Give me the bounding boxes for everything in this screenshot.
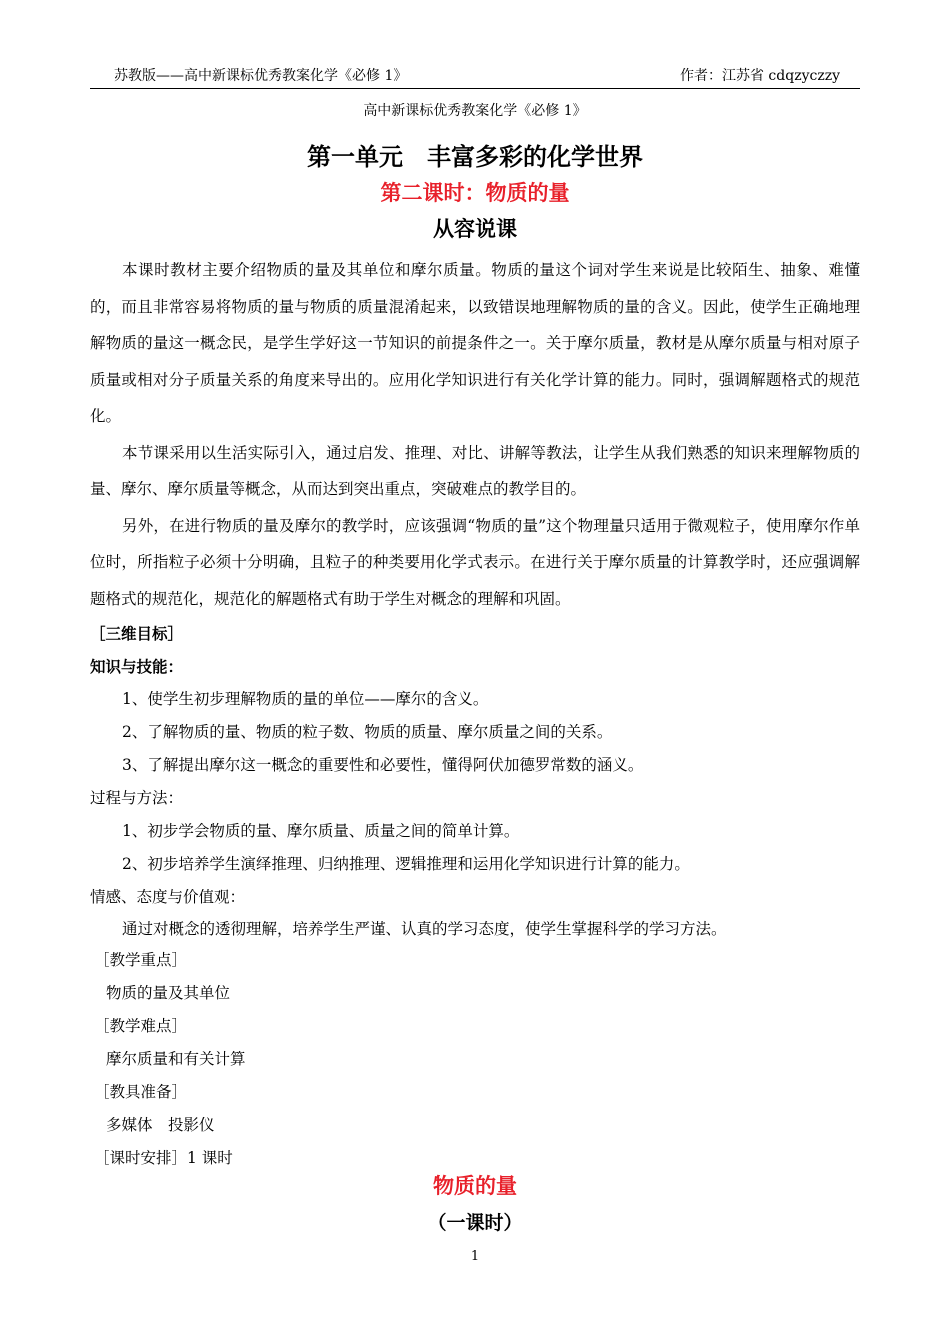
knowledge-item-1: 1、使学生初步理解物质的量的单位——摩尔的含义。 (122, 690, 489, 708)
document-body (90, 252, 860, 1175)
document-subtitle: 高中新课标优秀教案化学《必修 1》 (363, 103, 587, 119)
emotion-heading: 情感、态度与价值观： (90, 888, 246, 906)
tools-label: ［教具准备］ (94, 1083, 188, 1101)
difficulty-text: 摩尔质量和有关计算 (106, 1050, 246, 1068)
header-right-text: 作者：江苏省 cdqzyczzy (679, 68, 840, 84)
difficulty-label: ［教学难点］ (94, 1017, 188, 1035)
intro-paragraph-1: 本课时教材主要介绍物质的量及其单位和摩尔质量。物质的量这个词对学生来说是比较陌生、抽象、难懂的，而且非常容易将物质的量与物质的质量混淆起来，以致错误地理解物质的量的含义。因此，使学生正确地理解物质的量这一概念民，是学生学好这一节知识的前提条件之一。关于摩尔质量，教材是从摩尔质量与相对原子质量或相对分子质量关系的角度来导出的。应用化学知识进行有关化学计算的能力。同时，强调解题格式的规范化。 (90, 261, 860, 425)
final-subtitle: （一课时） (427, 1212, 523, 1234)
key-points-label: ［教学重点］ (94, 951, 188, 969)
key-points-text: 物质的量及其单位 (106, 984, 231, 1002)
lesson-title: 第二课时：物质的量 (380, 180, 570, 205)
final-title: 物质的量 (433, 1173, 517, 1198)
header-left-text: 苏教版——高中新课标优秀教案化学《必修 1》 (114, 68, 408, 84)
process-item-1: 1、初步学会物质的量、摩尔质量、质量之间的简单计算。 (122, 822, 520, 840)
page-header (90, 66, 860, 89)
process-heading: 过程与方法： (90, 789, 184, 807)
section-title: 从容说课 (433, 216, 517, 241)
knowledge-item-3: 3、了解提出摩尔这一概念的重要性和必要性，懂得阿伏加德罗常数的涵义。 (122, 756, 644, 774)
knowledge-heading: 知识与技能： (90, 657, 184, 676)
knowledge-item-2: 2、了解物质的量、物质的粒子数、物质的质量、摩尔质量之间的关系。 (122, 723, 613, 741)
tools-text: 多媒体 投影仪 (106, 1116, 215, 1134)
unit-title: 第一单元 丰富多彩的化学世界 (307, 142, 643, 171)
process-item-2: 2、初步培养学生演绎推理、归纳推理、逻辑推理和运用化学知识进行计算的能力。 (122, 855, 690, 873)
emotion-text: 通过对概念的透彻理解，培养学生严谨、认真的学习态度，使学生掌握科学的学习方法。 (122, 920, 727, 938)
three-goals-heading: ［三维目标］ (90, 624, 184, 643)
intro-paragraph-3: 另外，在进行物质的量及摩尔的教学时，应该强调“物质的量”这个物理量只适用于微观粒子，使用摩尔作单位时，所指粒子必须十分明确，且粒子的种类要用化学式表示。在进行关于摩尔质量的计算教学时，还应强调解题格式的规范化，规范化的解题格式有助于学生对概念的理解和巩固。 (90, 516, 860, 608)
schedule-text: ［课时安排］1 课时 (94, 1149, 233, 1167)
intro-paragraph-2: 本节课采用以生活实际引入，通过启发、推理、对比、讲解等教法，让学生从我们熟悉的知识来理解物质的量、摩尔、摩尔质量等概念，从而达到突出重点，突破难点的教学目的。 (90, 443, 860, 498)
page-number: 1 (470, 1249, 480, 1264)
